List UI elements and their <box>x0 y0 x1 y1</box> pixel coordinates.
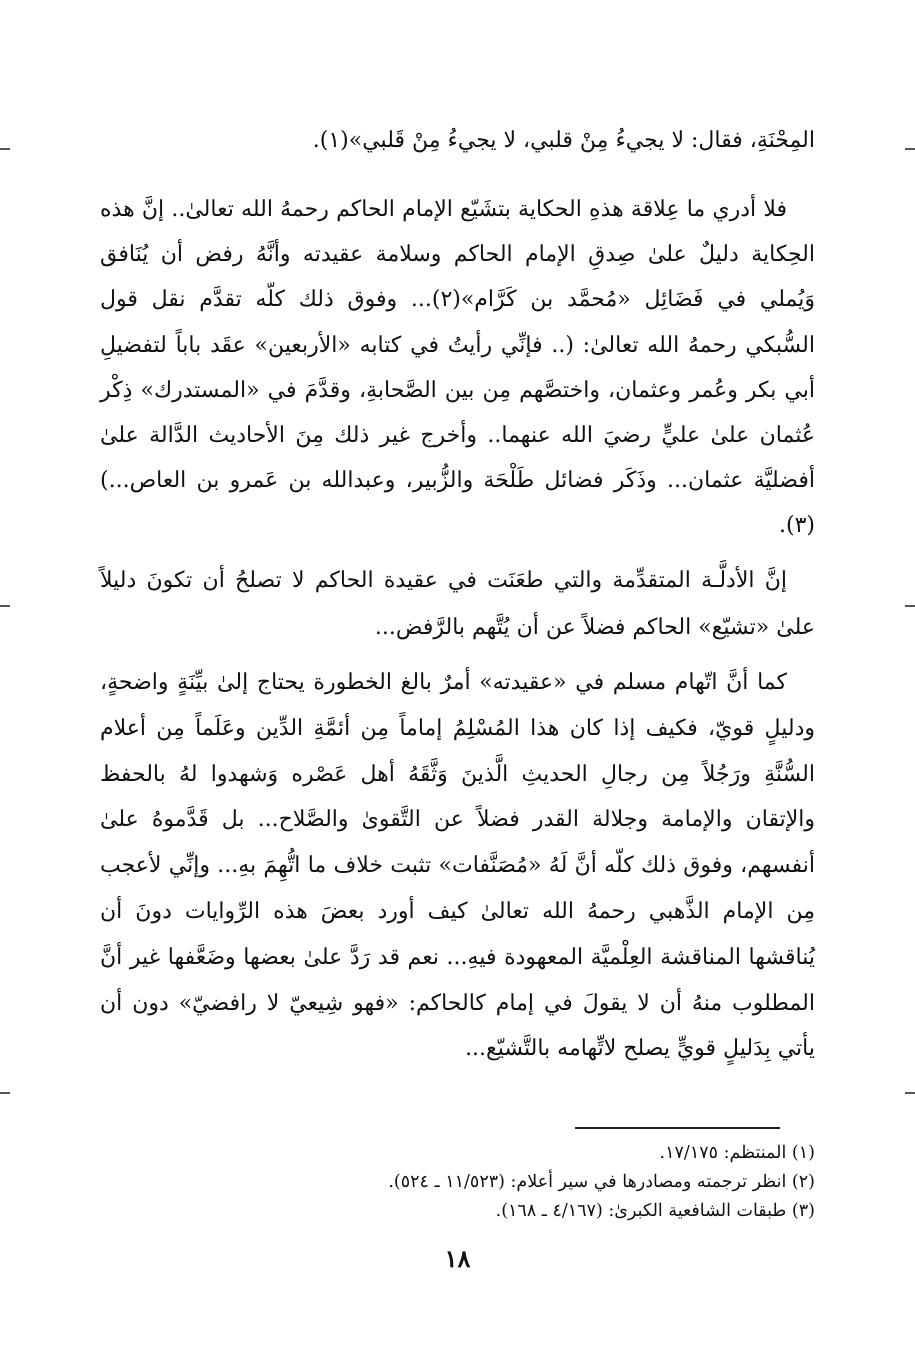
margin-mark-left <box>0 148 10 150</box>
margin-mark-left <box>0 605 10 607</box>
page-number: ١٨ <box>444 1244 471 1273</box>
paragraph-1: المِحْنَةِ، فقال: لا يجيءُ مِنْ قلبي، لا يجيءُ مِنْ قَلبي»(١). <box>312 128 815 153</box>
paragraph-3: إنَّ الأدلَّـة المتقدِّمة والتي طعَنَت في عقيدة الحاكم لا تصلحُ أن تكونَ دليلاً علىٰ «تشيّع» الحاكم فضلاً عن أن يُتَّهم بالرَّفض... <box>100 568 815 640</box>
footnote-1: (١) المنتظم: ١٧/١٧٥. <box>659 1143 815 1163</box>
margin-mark-left <box>0 1092 10 1094</box>
footnote-separator <box>575 1127 780 1129</box>
footnote-2: (٢) انظر ترجمته ومصادرها في سير أعلام: (١١/٥٢٣ ـ ٥٢٤). <box>388 1172 815 1192</box>
margin-mark-right <box>905 1092 915 1094</box>
paragraph-4: كما أنَّ اتّهام مسلم في «عقيدته» أمرٌ بالغ الخطورة يحتاج إلىٰ بيِّنَةٍ واضحةٍ، ودليلٍ قويّ، فكيف إذا كان هذا المُسْلِمُ إماماً مِن أئمَّةِ الدِّين وعَلَماً مِن أعلام السُّنَّةِ ورَجُلاً مِن رجالِ الحديثِ الَّذينَ وَثَّقَهُ أهل عَصْره وَشهدوا لهُ بالحفظ والإتقان والإمامة وجلالة القدر فضلاً عن التَّقوىٰ والصَّلاح... بل قَدَّموهُ علىٰ أنفسهم، وفوق ذلك كلّه أنَّ لَهُ «مُصَنَّفات» تثبت خلاف ما اتُّهِمَ بهِ... وإنِّي لأعجب مِن الإمام الذَّهبي رحمهُ الله تعالىٰ كيف أورد بعضَ هذه الرِّوايات دونَ أن يُناقشها المناقشة العِلْميَّة المعهودة فيهِ... نعم قد رَدَّ علىٰ بعضها وضَعَّفها غير أنَّ المطلوب منهُ أن لا يقولَ في إمام كالحاكم: «فهو شِيعيّ لا رافضيّ» دون أن يأتي بِدَليلٍ قويٍّ يصلح لاتِّهامه بالتَّشيّع... <box>100 670 815 1062</box>
margin-mark-right <box>905 148 915 150</box>
footnote-3: (٣) طبقات الشافعية الكبرىٰ: (٤/١٦٧ ـ ١٦٨). <box>495 1201 815 1221</box>
paragraph-2: فلا أدري ما عِلاقة هذهِ الحكاية بتشَيّع الإمام الحاكم رحمهُ الله تعالىٰ.. إنَّ هذه الحِكاية دليلٌ علىٰ صِدقِ الإمام الحاكم وسلامة عقيدته وأنَّهُ رفض أن يُنَافق وَيُملي في فَضَائِل «مُحمَّد بن كَرَّام»(٢)... وفوق ذلك كلّه تقدَّم نقل قول السُّبكي رحمهُ الله تعالىٰ: (.. فإنِّي رأيتُ في كتابه «الأربعين» عقَد باباً لتفضيلِ أبي بكر وعُمر وعثمان، واختصَّهم مِن بين الصَّحابةِ، وقدَّمَ في «المستدرك» ذِكْر عُثمان علىٰ عليٍّ رضيَ الله عنهما.. وأخرج غير ذلك مِنَ الأحاديث الدَّالة علىٰ أفضليَّة عثمان... وذَكَر فضائل طَلْحَة والزُّبير، وعبدالله بن عَمرو بن العاص...)(٣). <box>100 197 816 539</box>
margin-mark-right <box>905 605 915 607</box>
footnotes <box>100 1139 815 1226</box>
